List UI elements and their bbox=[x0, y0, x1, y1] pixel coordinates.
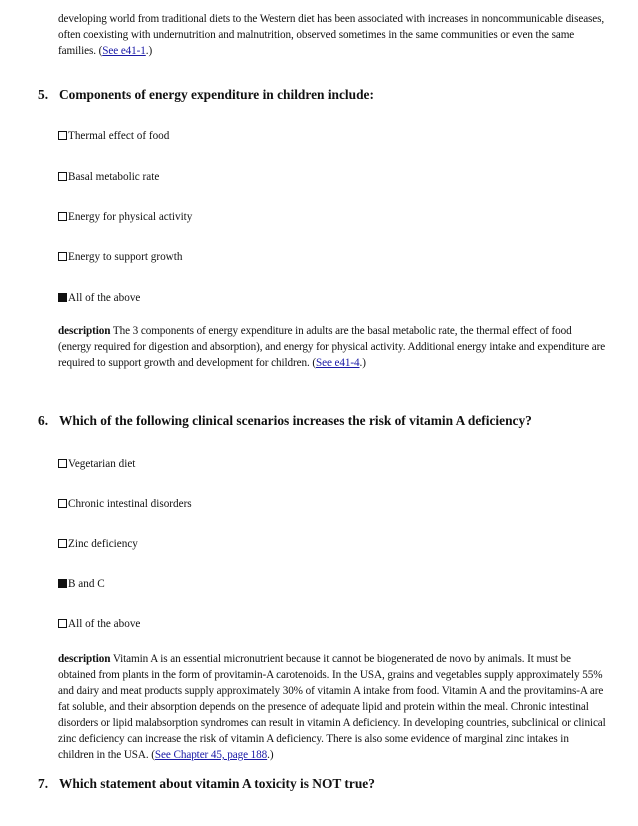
checkbox-icon[interactable] bbox=[58, 459, 67, 468]
question-6-number: 6. bbox=[38, 413, 49, 428]
question-5-text: Components of energy expenditure in children include: bbox=[59, 87, 374, 102]
q5-description bbox=[58, 323, 606, 371]
question-6 bbox=[38, 413, 618, 429]
description-text: Vitamin A is an essential micronutrient because it cannot be biogenerated de novo by animals. It must be obtained from plants in the form of provitamin-A carotenoids. In the USA, grains and vegetables supply approximately 55% and dairy and meat products supply approximately 30% of vitamin A intake from food. Vitamin A and the provitamins-A are fat soluble, and their absorption depends on the presence of adequate lipid and protein within the meal. Chronic intestinal disorders or lipid malabsorption syndromes can result in vitamin A deficiency. In developing countries, subclinical or clinical zinc deficiency can increase the risk of vitamin A deficiency. There is also some evidence of marginal zinc intakes in children in the USA. ( bbox=[58, 653, 606, 761]
question-5-number: 5. bbox=[38, 87, 49, 102]
option-label: All of the above bbox=[68, 292, 141, 304]
q5-option-2[interactable] bbox=[58, 170, 159, 184]
q6-option-5[interactable] bbox=[58, 617, 140, 631]
q6-option-4[interactable] bbox=[58, 577, 105, 591]
checkbox-icon[interactable] bbox=[58, 252, 67, 261]
question-7 bbox=[38, 776, 618, 792]
checked-checkbox-icon[interactable] bbox=[58, 293, 67, 302]
option-label: Chronic intestinal disorders bbox=[68, 498, 192, 510]
option-label: Energy for physical activity bbox=[68, 211, 193, 223]
intro-paragraph bbox=[58, 11, 606, 59]
question-5 bbox=[38, 87, 618, 103]
option-label: Basal metabolic rate bbox=[68, 171, 160, 183]
checkbox-icon[interactable] bbox=[58, 172, 67, 181]
description-close: .) bbox=[359, 357, 366, 369]
q6-option-3[interactable] bbox=[58, 537, 138, 551]
q5-option-3[interactable] bbox=[58, 210, 192, 224]
q5-option-1[interactable] bbox=[58, 129, 169, 143]
description-close: .) bbox=[267, 749, 274, 761]
checkbox-icon[interactable] bbox=[58, 499, 67, 508]
option-label: Thermal effect of food bbox=[68, 130, 170, 142]
checkbox-icon[interactable] bbox=[58, 539, 67, 548]
checkbox-icon[interactable] bbox=[58, 212, 67, 221]
question-6-text: Which of the following clinical scenarios increases the risk of vitamin A deficiency? bbox=[59, 413, 532, 428]
see-chapter-45-link[interactable]: See Chapter 45, page 188 bbox=[154, 749, 268, 761]
q5-option-4[interactable] bbox=[58, 250, 182, 264]
intro-text: developing world from traditional diets to the Western diet has been associated with increases in noncommunicable diseases, often coexisting with undernutrition and malnutrition, observed sometimes in the same communities or even the same families. ( bbox=[58, 13, 605, 57]
option-label: Zinc deficiency bbox=[68, 538, 138, 550]
description-text: The 3 components of energy expenditure in adults are the basal metabolic rate, the thermal effect of food (energy required for digestion and absorption), and energy for physical activity. Additional energy intake and expenditure are required to support growth and development for children. ( bbox=[58, 325, 606, 369]
option-label: B and C bbox=[68, 578, 105, 590]
checkbox-icon[interactable] bbox=[58, 131, 67, 140]
option-label: All of the above bbox=[68, 618, 141, 630]
question-7-number: 7. bbox=[38, 776, 49, 791]
checkbox-icon[interactable] bbox=[58, 619, 67, 628]
q6-description bbox=[58, 651, 606, 763]
see-e41-4-link[interactable]: See e41-4 bbox=[315, 357, 360, 369]
intro-close: .) bbox=[145, 45, 153, 57]
checked-checkbox-icon[interactable] bbox=[58, 579, 67, 588]
description-label: description bbox=[58, 653, 111, 665]
option-label: Vegetarian diet bbox=[68, 458, 136, 470]
see-e41-1-link[interactable]: See e41-1 bbox=[102, 45, 146, 57]
option-label: Energy to support growth bbox=[68, 251, 183, 263]
q5-option-5[interactable] bbox=[58, 291, 140, 305]
q6-option-2[interactable] bbox=[58, 497, 192, 511]
question-7-text: Which statement about vitamin A toxicity is NOT true? bbox=[59, 776, 375, 791]
q6-option-1[interactable] bbox=[58, 457, 135, 471]
description-label: description bbox=[58, 325, 111, 337]
